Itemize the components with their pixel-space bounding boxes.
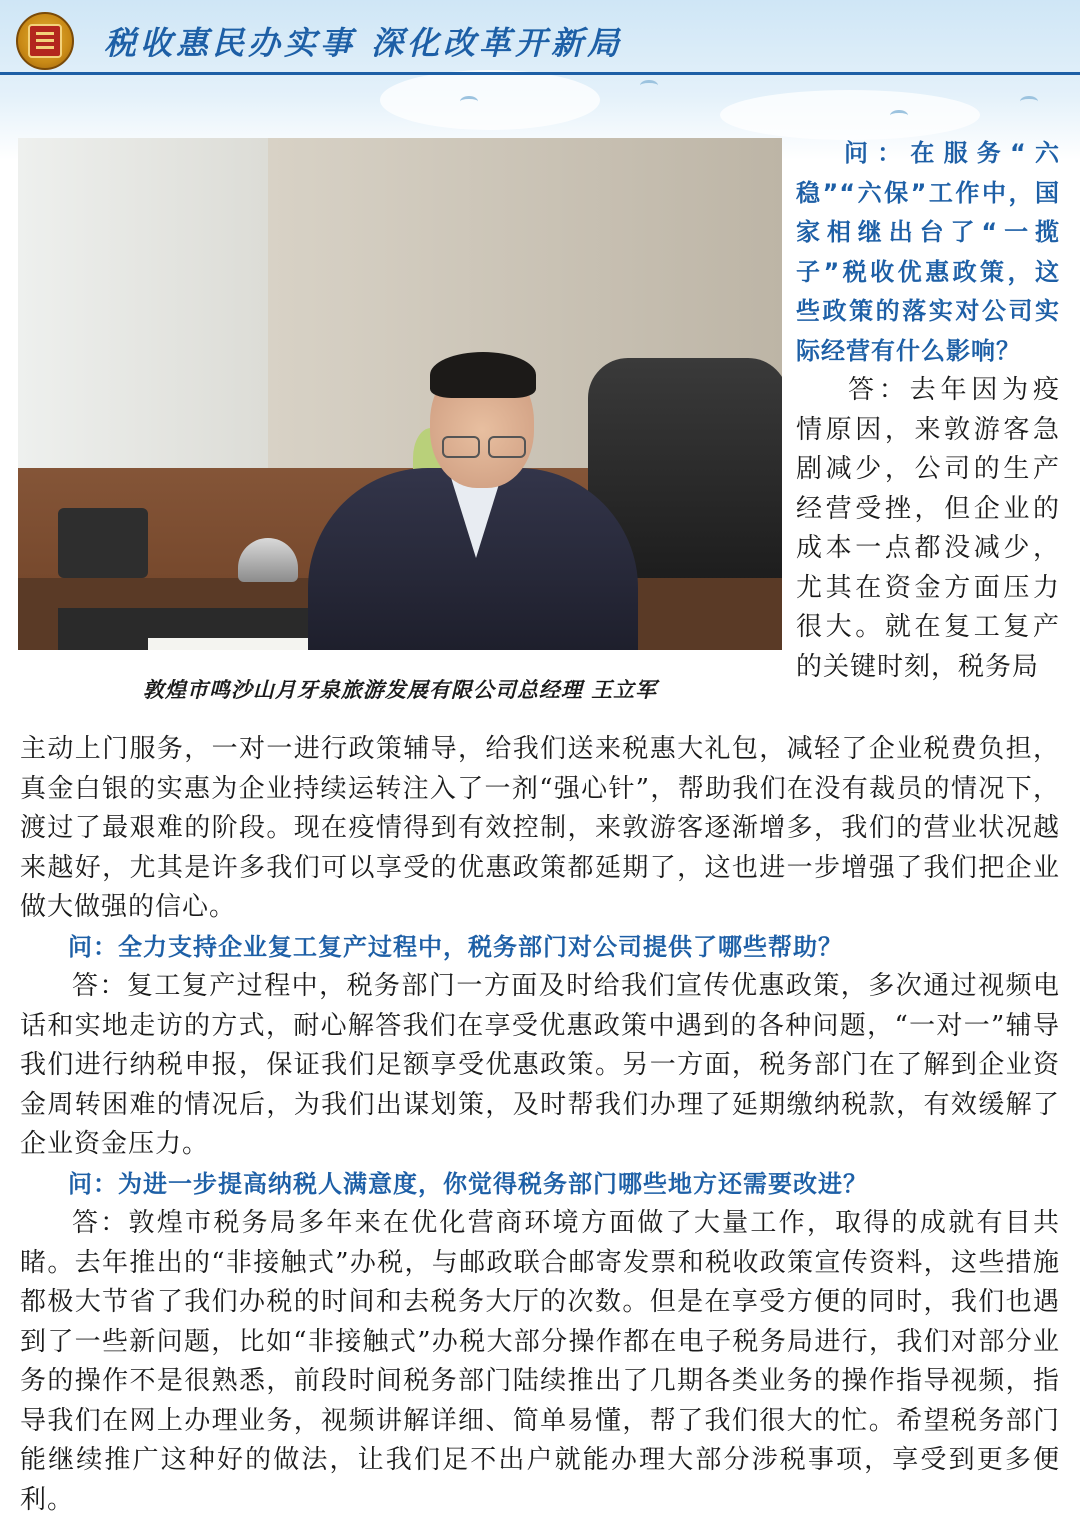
side-column [796, 134, 1060, 687]
page-title: 税收惠民办实事 深化改革开新局 [104, 24, 624, 62]
question-3: 问：为进一步提高纳税人满意度，你觉得税务部门哪些地方还需要改进？ [68, 1169, 868, 1198]
tax-emblem-icon [16, 12, 74, 70]
answer-1-continued: 主动上门服务，一对一进行政策辅导，给我们送来税惠大礼包，减轻了企业税费负担，真金白银的实惠为企业持续运转注入了一剂“强心针”，帮助我们在没有裁员的情况下，渡过了最艰难的阶段。现在疫情得到有效控制，来敦游客逐渐增多，我们的营业状况越来越好，尤其是许多我们可以享受的优惠政策都延期了，这也进一步增强了我们把企业做大做强的信心。 [20, 734, 1060, 922]
question-1: 问：在服务“六稳”“六保”工作中，国家相继出台了“一揽子”税收优惠政策，这些政策的落实对公司实际经营有什么影响？ [796, 139, 1060, 365]
header-divider [0, 72, 1080, 75]
main-column [20, 730, 1060, 1520]
answer-2: 答：复工复产过程中，税务部门一方面及时给我们宣传优惠政策，多次通过视频电话和实地走访的方式，耐心解答我们在享受优惠政策中遇到的各种问题，“一对一”辅导我们进行纳税申报，保证我们足额享受优惠政策。另一方面，税务部门在了解到企业资金周转困难的情况后，为我们出谋划策，及时帮我们办理了延期缴纳税款，有效缓解了企业资金压力。 [20, 971, 1060, 1159]
bird-icon [460, 96, 478, 107]
bird-icon [890, 110, 908, 121]
cloud-decoration [720, 90, 980, 140]
cloud-decoration [380, 70, 600, 130]
portrait-photo [18, 138, 782, 650]
bird-icon [640, 80, 658, 91]
photo-caption: 敦煌市鸣沙山月牙泉旅游发展有限公司总经理 王立军 [142, 677, 658, 702]
answer-3: 答：敦煌市税务局多年来在优化营商环境方面做了大量工作，取得的成就有目共睹。去年推出的“非接触式”办税，与邮政联合邮寄发票和税收政策宣传资料，这些措施都极大节省了我们办税的时间和去税务大厅的次数。但是在享受方便的同时，我们也遇到了一些新问题，比如“非接触式”办税大部分操作都在电子税务局进行，我们对部分业务的操作不是很熟悉，前段时间税务部门陆续推出了几期各类业务的操作指导视频，指导我们在网上办理业务，视频讲解详细、简单易懂，帮了我们很大的忙。希望税务部门能继续推广这种好的做法，让我们足不出户就能办理大部分涉税事项，享受到更多便利。 [20, 1208, 1060, 1515]
page-header [0, 0, 1080, 76]
question-2: 问：全力支持企业复工复产过程中，税务部门对公司提供了哪些帮助？ [68, 932, 843, 961]
answer-1-side: 答：去年因为疫情原因，来敦游客急剧减少，公司的生产经营受挫，但企业的成本一点都没减少，尤其在资金方面压力很大。就在复工复产的关键时刻，税务局 [796, 375, 1060, 682]
bird-icon [1020, 96, 1038, 107]
